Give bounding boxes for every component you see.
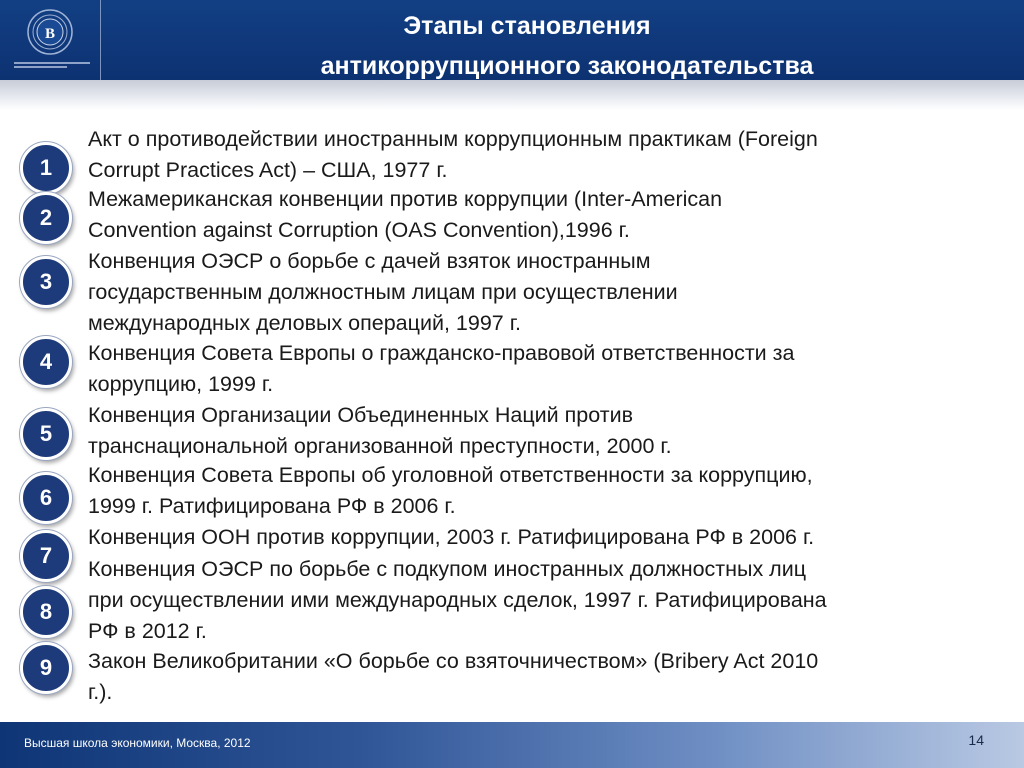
item-line: международных деловых операций, 1997 г. [88,311,521,335]
item-number-badge: 3 [20,256,72,308]
item-number-badge: 2 [20,192,72,244]
list-item [88,184,988,246]
list-item [88,400,988,462]
item-line: при осуществлении ими международных сделок, 1997 г. Ратифицирована [88,588,827,612]
list-item [88,554,988,647]
title-line-2: антикоррупционного законодательства [320,52,814,80]
svg-text:В: В [44,26,56,42]
item-line: Акт о противодействии иностранным коррупционным практикам (Foreign [88,127,818,151]
list-item [88,646,988,708]
logo-caption [14,62,90,72]
item-line: Конвенция ООН против коррупции, 2003 г. Ратифицирована РФ в 2006 г. [88,525,815,549]
item-number-badge: 8 [20,586,72,638]
slide-footer [0,722,1024,768]
item-line: государственным должностным лицам при осуществлении [88,280,678,304]
item-line: Конвенция Организации Объединенных Наций против [88,403,634,427]
item-line: коррупцию, 1999 г. [88,372,274,396]
item-number-badge: 9 [20,642,72,694]
footer-caption: Высшая школа экономики, Москва, 2012 [24,736,251,750]
item-line: 1999 г. Ратифицирована РФ в 2006 г. [88,494,456,518]
item-number-badge: 7 [20,530,72,582]
list-item [88,460,988,522]
list-item [88,338,988,400]
item-line: Межамериканская конвенции против коррупции (Inter-American [88,187,723,211]
item-line: Конвенция ОЭСР по борьбе с подкупом иностранных должностных лиц [88,557,807,581]
item-line: г.). [88,680,113,704]
list-item [88,522,988,553]
item-number-badge: 1 [20,142,72,194]
page-number: 14 [968,732,984,748]
item-line: Corrupt Practices Act) – США, 1977 г. [88,158,448,182]
header-shadow [0,80,1024,110]
item-line: РФ в 2012 г. [88,619,207,643]
item-line: Конвенция Совета Европы о гражданско-правовой ответственности за [88,341,795,365]
list-item [88,246,988,339]
item-line: транснациональной организованной преступности, 2000 г. [88,434,672,458]
item-number-badge: 4 [20,336,72,388]
list-item [88,124,988,186]
item-number-badge: 6 [20,472,72,524]
item-number-badge: 5 [20,408,72,460]
item-line: Convention against Corruption (OAS Convention),1996 г. [88,218,630,242]
slide-header [0,0,1024,80]
item-line: Конвенция Совета Европы об уголовной ответственности за коррупцию, [88,463,813,487]
title-line-1: Этапы становления [403,12,651,40]
slide-title [110,6,1024,86]
item-line: Закон Великобритании «О борьбе со взяточничеством» (Bribery Act 2010 [88,649,819,673]
item-line: Конвенция ОЭСР о борьбе с дачей взяток иностранным [88,249,651,273]
